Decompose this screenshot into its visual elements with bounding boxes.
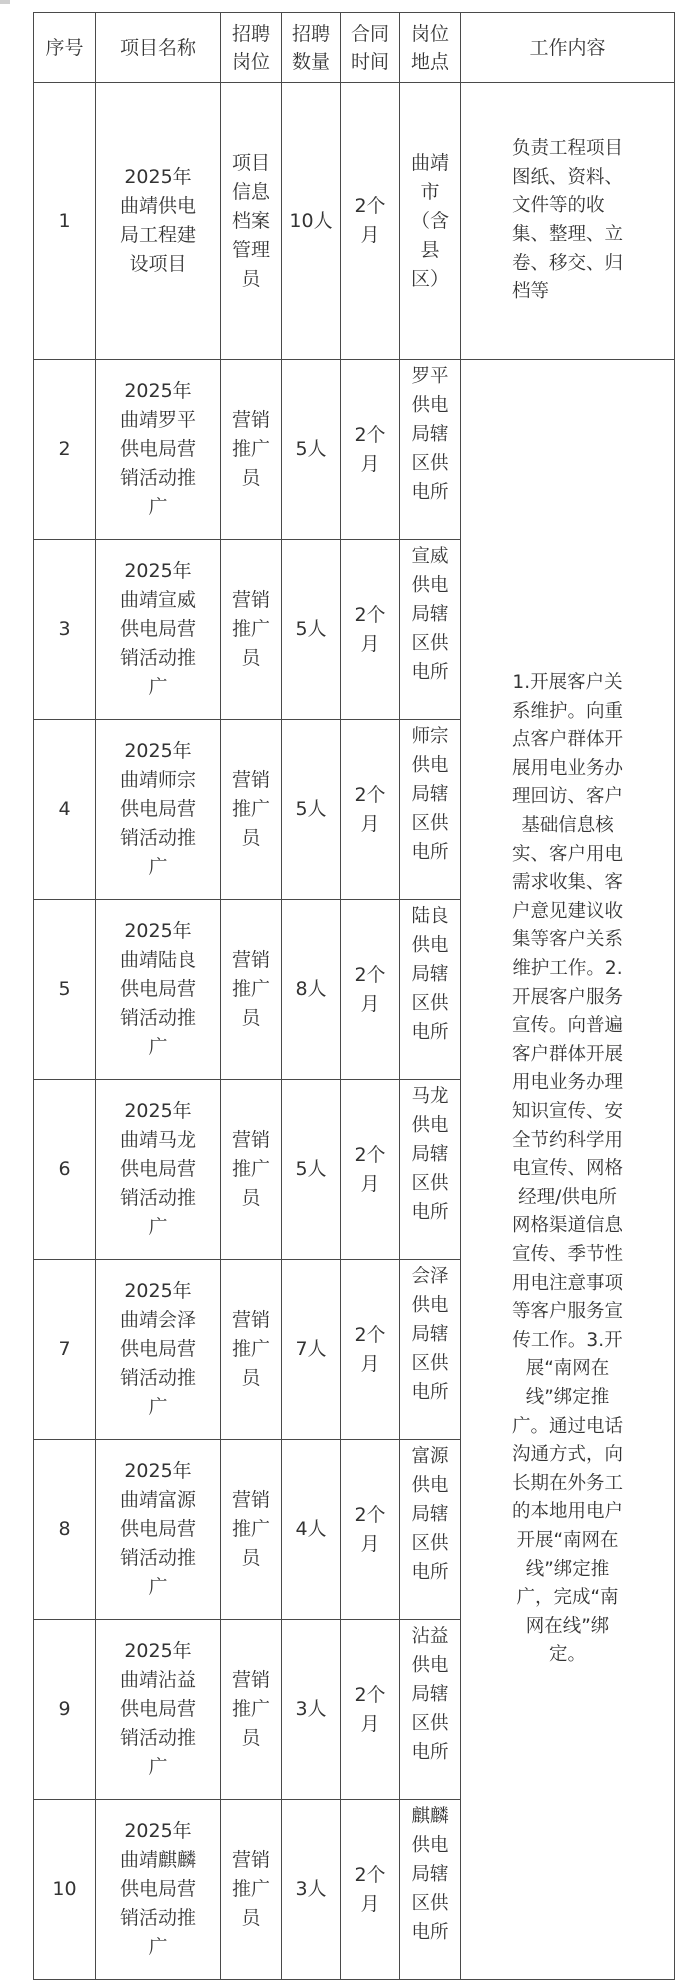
cell-count: 5人	[282, 1080, 341, 1260]
cell-no: 1	[34, 83, 96, 360]
cell-position: 营销推广员	[221, 900, 282, 1080]
cell-position: 营销推广员	[221, 1800, 282, 1980]
cell-project: 2025年曲靖陆良供电局营销活动推广	[96, 900, 221, 1080]
cell-location: 曲靖市（含县区）	[400, 83, 461, 360]
cell-location: 师宗供电局辖区供电所	[400, 720, 461, 900]
cell-count: 5人	[282, 540, 341, 720]
cell-contract: 2个月	[341, 1440, 400, 1620]
cell-count: 3人	[282, 1800, 341, 1980]
cell-location: 陆良供电局辖区供电所	[400, 900, 461, 1080]
cell-no: 6	[34, 1080, 96, 1260]
cell-contract: 2个月	[341, 83, 400, 360]
cell-location: 马龙供电局辖区供电所	[400, 1080, 461, 1260]
cell-position: 营销推广员	[221, 1620, 282, 1800]
cell-count: 10人	[282, 83, 341, 360]
cell-count: 5人	[282, 720, 341, 900]
cell-contract: 2个月	[341, 1080, 400, 1260]
cell-location: 罗平供电局辖区供电所	[400, 360, 461, 540]
cell-contract: 2个月	[341, 1620, 400, 1800]
cell-no: 2	[34, 360, 96, 540]
cell-no: 10	[34, 1800, 96, 1980]
cell-position: 营销推广员	[221, 1260, 282, 1440]
cell-location: 麒麟供电局辖区供电所	[400, 1800, 461, 1980]
header-duties: 工作内容	[461, 13, 675, 83]
cell-contract: 2个月	[341, 360, 400, 540]
header-project: 项目名称	[96, 13, 221, 83]
header-contract: 合同时间	[341, 13, 400, 83]
cell-position: 营销推广员	[221, 540, 282, 720]
header-count: 招聘数量	[282, 13, 341, 83]
cell-no: 5	[34, 900, 96, 1080]
cell-project: 2025年曲靖罗平供电局营销活动推广	[96, 360, 221, 540]
table-row	[34, 360, 675, 540]
cell-count: 3人	[282, 1620, 341, 1800]
cell-position: 营销推广员	[221, 1440, 282, 1620]
cell-no: 7	[34, 1260, 96, 1440]
cell-contract: 2个月	[341, 720, 400, 900]
cell-contract: 2个月	[341, 900, 400, 1080]
cell-no: 9	[34, 1620, 96, 1800]
cell-shared-duties: 1.开展客户关系维护。向重点客户群体开展用电业务办理回访、客户基础信息核实、客户用电需求收集、客户意见建议收集等客户关系维护工作。2.开展客户服务宣传。向普遍客户群体开展用电业务办理知识宣传、安全节约科学用电宣传、网格经理/供电所网格渠道信息宣传、季节性用电注意事项等客户服务宣传工作。3.开展“南网在线”绑定推广。通过电话沟通方式，向长期在外务工的本地用电户开展“南网在线”绑定推广，完成“南网在线”绑定。	[461, 360, 675, 1980]
cell-count: 4人	[282, 1440, 341, 1620]
cell-project: 2025年曲靖宣威供电局营销活动推广	[96, 540, 221, 720]
cell-count: 7人	[282, 1260, 341, 1440]
cell-project: 2025年曲靖沾益供电局营销活动推广	[96, 1620, 221, 1800]
cell-contract: 2个月	[341, 540, 400, 720]
cell-no: 8	[34, 1440, 96, 1620]
header-location: 岗位地点	[400, 13, 461, 83]
header-row	[34, 13, 675, 83]
cell-project: 2025年曲靖马龙供电局营销活动推广	[96, 1080, 221, 1260]
cell-project: 2025年曲靖师宗供电局营销活动推广	[96, 720, 221, 900]
cell-duties: 负责工程项目图纸、资料、文件等的收集、整理、立卷、移交、归档等	[461, 83, 675, 360]
table-row	[34, 83, 675, 360]
corner-mark-icon	[0, 0, 10, 4]
cell-project: 2025年曲靖会泽供电局营销活动推广	[96, 1260, 221, 1440]
cell-project: 2025年曲靖供电局工程建设项目	[96, 83, 221, 360]
cell-contract: 2个月	[341, 1800, 400, 1980]
cell-no: 3	[34, 540, 96, 720]
cell-count: 8人	[282, 900, 341, 1080]
cell-project: 2025年曲靖麒麟供电局营销活动推广	[96, 1800, 221, 1980]
cell-position: 营销推广员	[221, 720, 282, 900]
cell-no: 4	[34, 720, 96, 900]
cell-position: 项目信息档案管理员	[221, 83, 282, 360]
cell-project: 2025年曲靖富源供电局营销活动推广	[96, 1440, 221, 1620]
cell-position: 营销推广员	[221, 1080, 282, 1260]
cell-position: 营销推广员	[221, 360, 282, 540]
cell-location: 会泽供电局辖区供电所	[400, 1260, 461, 1440]
cell-location: 沾益供电局辖区供电所	[400, 1620, 461, 1800]
cell-contract: 2个月	[341, 1260, 400, 1440]
recruitment-table	[33, 12, 675, 1980]
cell-location: 宣威供电局辖区供电所	[400, 540, 461, 720]
header-position: 招聘岗位	[221, 13, 282, 83]
cell-count: 5人	[282, 360, 341, 540]
header-no: 序号	[34, 13, 96, 83]
cell-location: 富源供电局辖区供电所	[400, 1440, 461, 1620]
